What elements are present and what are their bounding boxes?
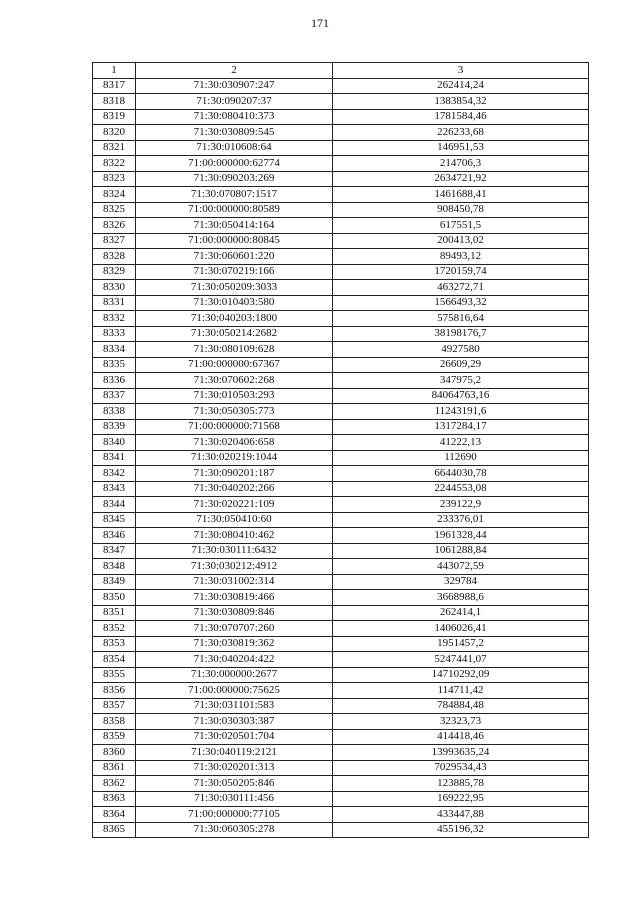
row-number-cell: 8342 [93,466,136,482]
value-cell: 329784 [333,574,589,590]
row-number-cell: 8335 [93,357,136,373]
row-number-cell: 8345 [93,512,136,528]
cadastral-number-cell: 71:30:030819:466 [136,590,333,606]
row-number-cell: 8347 [93,543,136,559]
value-cell: 5247441,07 [333,652,589,668]
cadastral-number-cell: 71:30:040202:266 [136,481,333,497]
cadastral-number-cell: 71:30:031101:583 [136,698,333,714]
table-row [93,776,589,792]
table-row [93,404,589,420]
value-cell: 2244553,08 [333,481,589,497]
cadastral-number-cell: 71:30:000000:2677 [136,667,333,683]
table-row [93,311,589,327]
value-cell: 347975,2 [333,373,589,389]
value-cell: 6644030,78 [333,466,589,482]
column-header-2: 2 [136,63,333,79]
value-cell: 2634721,92 [333,171,589,187]
row-number-cell: 8361 [93,760,136,776]
table-row [93,543,589,559]
cadastral-number-cell: 71:30:080410:373 [136,109,333,125]
row-number-cell: 8343 [93,481,136,497]
page-number: 171 [311,16,329,30]
cadastral-number-cell: 71:00:000000:67367 [136,357,333,373]
row-number-cell: 8362 [93,776,136,792]
cadastral-number-cell: 71:30:050414:164 [136,218,333,234]
value-cell: 1720159,74 [333,264,589,280]
table-row [93,171,589,187]
value-cell: 200413,02 [333,233,589,249]
value-cell: 262414,24 [333,78,589,94]
table-row [93,218,589,234]
value-cell: 169222,95 [333,791,589,807]
value-cell: 226233,68 [333,125,589,141]
table-row [93,760,589,776]
table-row [93,435,589,451]
value-cell: 443072,59 [333,559,589,575]
row-number-cell: 8341 [93,450,136,466]
table-row [93,125,589,141]
cadastral-number-cell: 71:30:060601:220 [136,249,333,265]
table-row [93,357,589,373]
row-number-cell: 8331 [93,295,136,311]
table-row [93,481,589,497]
value-cell: 3668988,6 [333,590,589,606]
cadastral-number-cell: 71:30:030809:846 [136,605,333,621]
cadastral-number-cell: 71:00:000000:77105 [136,807,333,823]
cadastral-number-cell: 71:30:010403:580 [136,295,333,311]
table-row [93,559,589,575]
table-row [93,466,589,482]
row-number-cell: 8332 [93,311,136,327]
row-number-cell: 8348 [93,559,136,575]
table-row [93,233,589,249]
value-cell: 89493,12 [333,249,589,265]
value-cell: 214706,3 [333,156,589,172]
table-row [93,667,589,683]
cadastral-number-cell: 71:30:030111:6432 [136,543,333,559]
value-cell: 1961328,44 [333,528,589,544]
cadastral-number-cell: 71:30:020219:1044 [136,450,333,466]
table-row [93,621,589,637]
table-row [93,78,589,94]
cadastral-number-cell: 71:30:030212:4912 [136,559,333,575]
row-number-cell: 8318 [93,94,136,110]
row-number-cell: 8363 [93,791,136,807]
row-number-cell: 8350 [93,590,136,606]
value-cell: 1061288,84 [333,543,589,559]
table-row [93,497,589,513]
cadastral-number-cell: 71:30:050305:773 [136,404,333,420]
value-cell: 908450,78 [333,202,589,218]
cadastral-number-cell: 71:00:000000:80845 [136,233,333,249]
value-cell: 463272,71 [333,280,589,296]
cadastral-number-cell: 71:30:050209:3033 [136,280,333,296]
value-cell: 41222,13 [333,435,589,451]
cadastral-number-cell: 71:30:020221:109 [136,497,333,513]
table-row [93,450,589,466]
cadastral-number-cell: 71:30:050410:60 [136,512,333,528]
table-row [93,280,589,296]
row-number-cell: 8320 [93,125,136,141]
row-number-cell: 8354 [93,652,136,668]
row-number-cell: 8328 [93,249,136,265]
value-cell: 14710292,09 [333,667,589,683]
cadastral-number-cell: 71:30:080109:628 [136,342,333,358]
cadastral-number-cell: 71:30:050214:2682 [136,326,333,342]
row-number-cell: 8327 [93,233,136,249]
row-number-cell: 8359 [93,729,136,745]
cadastral-number-cell: 71:30:030809:545 [136,125,333,141]
row-number-cell: 8356 [93,683,136,699]
cadastral-number-cell: 71:30:080410:462 [136,528,333,544]
data-table [92,62,589,838]
row-number-cell: 8329 [93,264,136,280]
cadastral-number-cell: 71:30:070807:1517 [136,187,333,203]
cadastral-number-cell: 71:30:040203:1800 [136,311,333,327]
cadastral-number-cell: 71:30:010503:293 [136,388,333,404]
value-cell: 26609,29 [333,357,589,373]
table-row [93,342,589,358]
row-number-cell: 8338 [93,404,136,420]
value-cell: 1566493,32 [333,295,589,311]
table-header-row [93,63,589,79]
cadastral-number-cell: 71:30:070602:268 [136,373,333,389]
row-number-cell: 8324 [93,187,136,203]
cadastral-number-cell: 71:30:030819:362 [136,636,333,652]
cadastral-number-cell: 71:00:000000:75625 [136,683,333,699]
cadastral-number-cell: 71:30:020201:313 [136,760,333,776]
row-number-cell: 8364 [93,807,136,823]
row-number-cell: 8330 [93,280,136,296]
table-row [93,326,589,342]
table-row [93,249,589,265]
row-number-cell: 8360 [93,745,136,761]
value-cell: 1383854,32 [333,94,589,110]
row-number-cell: 8326 [93,218,136,234]
table-body [93,78,589,838]
value-cell: 13993635,24 [333,745,589,761]
cadastral-number-cell: 71:30:060305:278 [136,822,333,838]
table-row [93,528,589,544]
cadastral-number-cell: 71:30:070707:260 [136,621,333,637]
cadastral-number-cell: 71:30:020406:658 [136,435,333,451]
cadastral-number-cell: 71:30:030907:247 [136,78,333,94]
value-cell: 1317284,17 [333,419,589,435]
table-row [93,373,589,389]
cadastral-number-cell: 71:30:090201:187 [136,466,333,482]
value-cell: 146951,53 [333,140,589,156]
value-cell: 123885,78 [333,776,589,792]
value-cell: 433447,88 [333,807,589,823]
table-row [93,419,589,435]
table-row [93,187,589,203]
cadastral-number-cell: 71:30:070219:166 [136,264,333,280]
row-number-cell: 8351 [93,605,136,621]
table-row [93,822,589,838]
row-number-cell: 8349 [93,574,136,590]
table-row [93,94,589,110]
table-row [93,295,589,311]
cadastral-number-cell: 71:30:090203:269 [136,171,333,187]
row-number-cell: 8319 [93,109,136,125]
value-cell: 84064763,16 [333,388,589,404]
cadastral-number-cell: 71:30:031002:314 [136,574,333,590]
row-number-cell: 8346 [93,528,136,544]
table-row [93,574,589,590]
row-number-cell: 8358 [93,714,136,730]
row-number-cell: 8357 [93,698,136,714]
row-number-cell: 8337 [93,388,136,404]
column-header-1: 1 [93,63,136,79]
cadastral-number-cell: 71:00:000000:71568 [136,419,333,435]
table-row [93,605,589,621]
row-number-cell: 8339 [93,419,136,435]
cadastral-number-cell: 71:30:010608:64 [136,140,333,156]
value-cell: 11243191,6 [333,404,589,420]
table-row [93,807,589,823]
value-cell: 1461688,41 [333,187,589,203]
value-cell: 38198176,7 [333,326,589,342]
value-cell: 1781584,46 [333,109,589,125]
cadastral-number-cell: 71:30:040204:422 [136,652,333,668]
table-row [93,156,589,172]
cadastral-number-cell: 71:00:000000:62774 [136,156,333,172]
cadastral-number-cell: 71:30:020501:704 [136,729,333,745]
value-cell: 239122,9 [333,497,589,513]
value-cell: 414418,46 [333,729,589,745]
cadastral-number-cell: 71:30:030303:387 [136,714,333,730]
row-number-cell: 8353 [93,636,136,652]
value-cell: 1951457,2 [333,636,589,652]
row-number-cell: 8355 [93,667,136,683]
row-number-cell: 8317 [93,78,136,94]
cadastral-number-cell: 71:30:090207:37 [136,94,333,110]
value-cell: 114711,42 [333,683,589,699]
value-cell: 233376,01 [333,512,589,528]
row-number-cell: 8352 [93,621,136,637]
row-number-cell: 8365 [93,822,136,838]
table-row [93,109,589,125]
value-cell: 112690 [333,450,589,466]
table-row [93,264,589,280]
value-cell: 455196,32 [333,822,589,838]
cadastral-number-cell: 71:30:030111:456 [136,791,333,807]
column-header-3: 3 [333,63,589,79]
value-cell: 7029534,43 [333,760,589,776]
table-row [93,745,589,761]
row-number-cell: 8340 [93,435,136,451]
value-cell: 262414,1 [333,605,589,621]
table-row [93,590,589,606]
table-row [93,698,589,714]
cadastral-number-cell: 71:00:000000:80589 [136,202,333,218]
value-cell: 617551,5 [333,218,589,234]
table-row [93,714,589,730]
row-number-cell: 8344 [93,497,136,513]
row-number-cell: 8325 [93,202,136,218]
table-row [93,652,589,668]
row-number-cell: 8321 [93,140,136,156]
value-cell: 32323,73 [333,714,589,730]
table-row [93,636,589,652]
value-cell: 784884,48 [333,698,589,714]
value-cell: 4927580 [333,342,589,358]
table-row [93,202,589,218]
cadastral-number-cell: 71:30:040119:2121 [136,745,333,761]
row-number-cell: 8336 [93,373,136,389]
value-cell: 575816,64 [333,311,589,327]
row-number-cell: 8323 [93,171,136,187]
table-row [93,791,589,807]
value-cell: 1406026,41 [333,621,589,637]
row-number-cell: 8334 [93,342,136,358]
row-number-cell: 8322 [93,156,136,172]
table-row [93,729,589,745]
row-number-cell: 8333 [93,326,136,342]
cadastral-number-cell: 71:30:050205:846 [136,776,333,792]
table-row [93,140,589,156]
table-row [93,512,589,528]
table-row [93,683,589,699]
table-row [93,388,589,404]
